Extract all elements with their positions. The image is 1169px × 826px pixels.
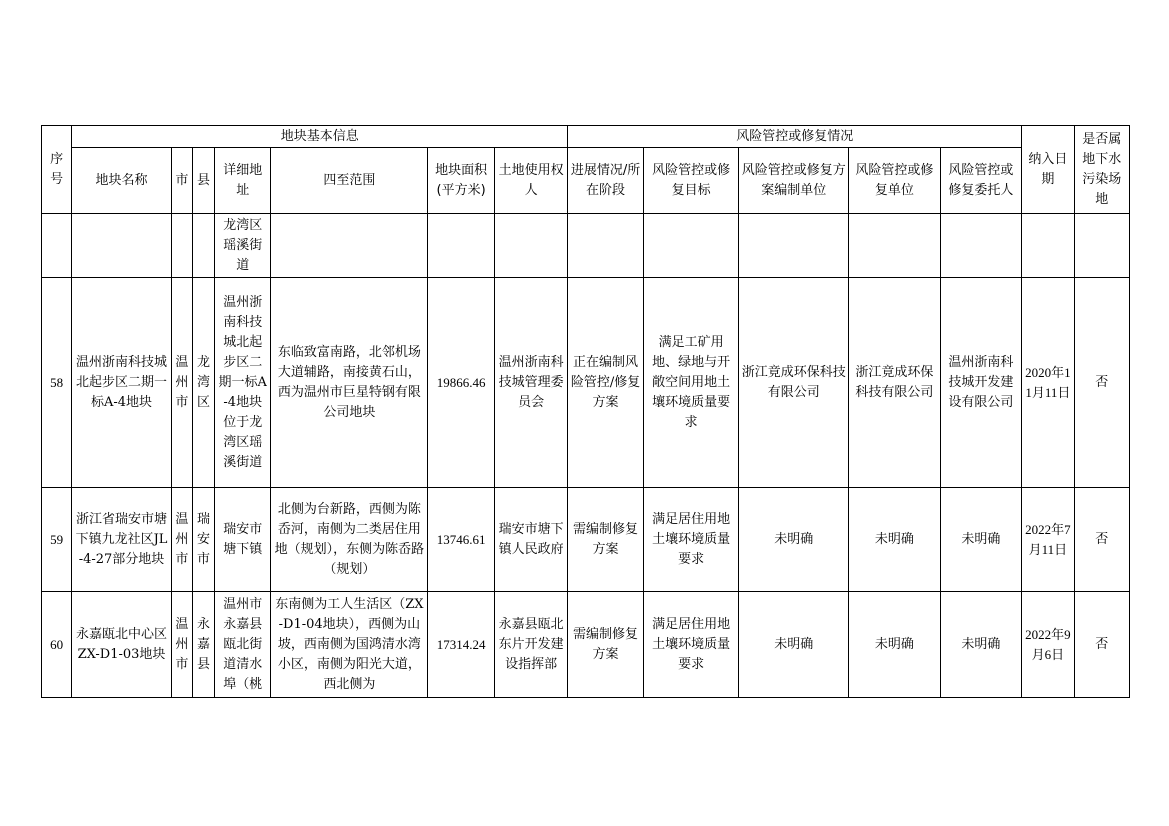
header-owner: 土地使用权人 [494, 148, 567, 214]
cell-address: 龙湾区瑶溪街道 [215, 214, 271, 278]
cell-date: 2022年9月6日 [1022, 592, 1074, 698]
cell-plan-unit: 浙江竟成环保科技有限公司 [739, 278, 849, 488]
table-row [42, 278, 1130, 488]
table-row [42, 592, 1130, 698]
cell-boundary: 东南侧为工人生活区（ZX-D1-04地块），西侧为山坡，西南侧为国鸿清水湾小区，南侧为阳光大道，西北侧为 [271, 592, 428, 698]
header-name: 地块名称 [72, 148, 172, 214]
header-area: 地块面积(平方米) [428, 148, 494, 214]
table-row [42, 488, 1130, 592]
cell-date: 2020年11月11日 [1022, 278, 1074, 488]
cell-seq: 59 [42, 488, 72, 592]
cell-county: 龙湾区 [192, 278, 214, 488]
cell-date: 2022年7月11日 [1022, 488, 1074, 592]
cell-plan-unit: 未明确 [739, 488, 849, 592]
cell-area: 13746.61 [428, 488, 494, 592]
cell-repair-unit: 未明确 [849, 592, 941, 698]
cell-area: 19866.46 [428, 278, 494, 488]
cell-city [171, 214, 192, 278]
cell-groundwater: 否 [1074, 278, 1129, 488]
cell-city: 温州市 [171, 592, 192, 698]
cell-repair-unit: 未明确 [849, 488, 941, 592]
header-row-group [42, 126, 1130, 148]
cell-groundwater: 否 [1074, 488, 1129, 592]
header-client: 风险管控或修复委托人 [940, 148, 1022, 214]
cell-client: 未明确 [940, 592, 1022, 698]
header-plan-unit: 风险管控或修复方案编制单位 [739, 148, 849, 214]
cell-progress: 正在编制风险管控/修复方案 [568, 278, 643, 488]
cell-date [1022, 214, 1074, 278]
cell-repair-unit [849, 214, 941, 278]
cell-boundary: 东临致富南路，北邻机场大道辅路，南接黄石山，西为温州市巨星特钢有限公司地块 [271, 278, 428, 488]
cell-name: 温州浙南科技城北起步区二期一标A-4地块 [72, 278, 172, 488]
cell-plan-unit [739, 214, 849, 278]
contaminated-sites-table [41, 125, 1130, 698]
cell-groundwater [1074, 214, 1129, 278]
cell-plan-unit: 未明确 [739, 592, 849, 698]
cell-name [72, 214, 172, 278]
cell-client [940, 214, 1022, 278]
cell-area: 17314.24 [428, 592, 494, 698]
header-group-basic: 地块基本信息 [72, 126, 568, 148]
cell-county: 永嘉县 [192, 592, 214, 698]
cell-owner: 温州浙南科技城管理委员会 [494, 278, 567, 488]
table-row [42, 214, 1130, 278]
cell-county [192, 214, 214, 278]
header-row-columns [42, 148, 1130, 214]
cell-address: 温州浙南科技城北起步区二期一标A-4地块位于龙湾区瑶溪街道 [215, 278, 271, 488]
header-date: 纳入日期 [1022, 126, 1074, 214]
cell-owner: 瑞安市塘下镇人民政府 [494, 488, 567, 592]
cell-name: 浙江省瑞安市塘下镇九龙社区JL-4-27部分地块 [72, 488, 172, 592]
header-address: 详细地址 [215, 148, 271, 214]
header-county: 县 [192, 148, 214, 214]
cell-seq [42, 214, 72, 278]
cell-area [428, 214, 494, 278]
cell-name: 永嘉瓯北中心区ZX-D1-03地块 [72, 592, 172, 698]
cell-target [643, 214, 739, 278]
cell-client: 温州浙南科技城开发建设有限公司 [940, 278, 1022, 488]
cell-client: 未明确 [940, 488, 1022, 592]
header-seq: 序号 [42, 126, 72, 214]
cell-groundwater: 否 [1074, 592, 1129, 698]
cell-seq: 58 [42, 278, 72, 488]
cell-address: 温州市永嘉县瓯北街道清水埠（桃 [215, 592, 271, 698]
cell-owner [494, 214, 567, 278]
cell-repair-unit: 浙江竟成环保科技有限公司 [849, 278, 941, 488]
cell-boundary [271, 214, 428, 278]
cell-target: 满足工矿用地、绿地与开敞空间用地土壤环境质量要求 [643, 278, 739, 488]
cell-progress: 需编制修复方案 [568, 488, 643, 592]
header-groundwater: 是否属地下水污染场地 [1074, 126, 1129, 214]
cell-progress: 需编制修复方案 [568, 592, 643, 698]
header-repair-unit: 风险管控或修复单位 [849, 148, 941, 214]
cell-boundary: 北侧为台新路，西侧为陈岙河，南侧为二类居住用地（规划），东侧为陈岙路（规划） [271, 488, 428, 592]
cell-city: 温州市 [171, 488, 192, 592]
cell-address: 瑞安市塘下镇 [215, 488, 271, 592]
cell-target: 满足居住用地土壤环境质量要求 [643, 488, 739, 592]
header-city: 市 [171, 148, 192, 214]
header-boundary: 四至范围 [271, 148, 428, 214]
cell-progress [568, 214, 643, 278]
cell-county: 瑞安市 [192, 488, 214, 592]
cell-owner: 永嘉县瓯北东片开发建设指挥部 [494, 592, 567, 698]
cell-seq: 60 [42, 592, 72, 698]
header-progress: 进展情况/所在阶段 [568, 148, 643, 214]
header-target: 风险管控或修复目标 [643, 148, 739, 214]
cell-city: 温州市 [171, 278, 192, 488]
header-group-risk: 风险管控或修复情况 [568, 126, 1022, 148]
cell-target: 满足居住用地土壤环境质量要求 [643, 592, 739, 698]
